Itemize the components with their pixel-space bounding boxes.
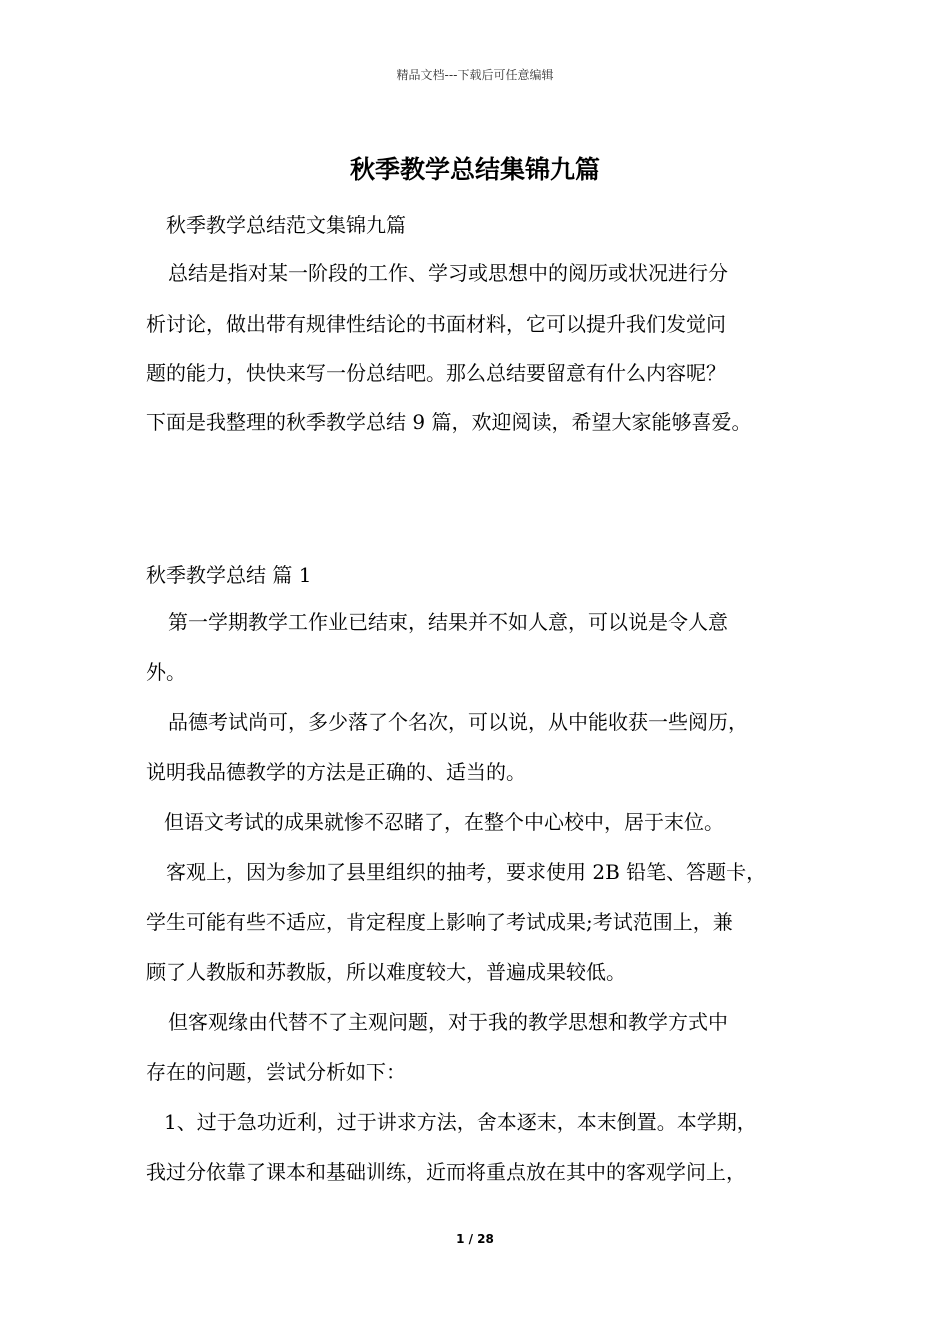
body-line: 总结是指对某一阶段的工作、学习或思想中的阅历或状况进行分 [168, 261, 728, 285]
body-line: 存在的问题，尝试分析如下： [146, 1060, 406, 1084]
section-heading: 秋季教学总结 篇 1 [146, 563, 312, 587]
body-line: 下面是我整理的秋季教学总结 9 篇，欢迎阅读，希望大家能够喜爱。 [146, 410, 752, 434]
document-title: 秋季教学总结集锦九篇 [349, 155, 600, 184]
body-line: 客观上，因为参加了县里组织的抽考，要求使用 2B 铅笔、答题卡， [166, 860, 767, 884]
body-line: 说明我品德教学的方法是正确的、适当的。 [146, 760, 526, 784]
body-line: 第一学期教学工作业已结束，结果并不如人意，可以说是令人意 [168, 610, 728, 634]
body-line: 我过分依靠了课本和基础训练，近而将重点放在其中的客观学问上， [146, 1160, 746, 1184]
body-line: 题的能力，快快来写一份总结吧。那么总结要留意有什么内容呢？ [146, 361, 726, 385]
page-number: 1 / 28 [456, 1232, 494, 1246]
body-line: 秋季教学总结范文集锦九篇 [166, 213, 406, 237]
body-line: 外。 [146, 660, 186, 684]
body-line: 但客观缘由代替不了主观问题，对于我的教学思想和教学方式中 [168, 1010, 728, 1034]
body-line: 顾了人教版和苏教版，所以难度较大，普遍成果较低。 [146, 960, 626, 984]
body-line: 析讨论，做出带有规律性结论的书面材料，它可以提升我们发觉问 [146, 312, 726, 336]
body-line: 学生可能有些不适应，肯定程度上影响了考试成果;考试范围上，兼 [146, 910, 733, 934]
page-header: 精品文档---下载后可任意编辑 [396, 68, 554, 82]
body-line: 品德考试尚可，多少落了个名次，可以说，从中能收获一些阅历， [168, 710, 748, 734]
body-line: 但语文考试的成果就惨不忍睹了，在整个中心校中，居于末位。 [164, 810, 724, 834]
body-line: 1、过于急功近利，过于讲求方法，舍本逐末，本末倒置。本学期， [164, 1110, 757, 1134]
